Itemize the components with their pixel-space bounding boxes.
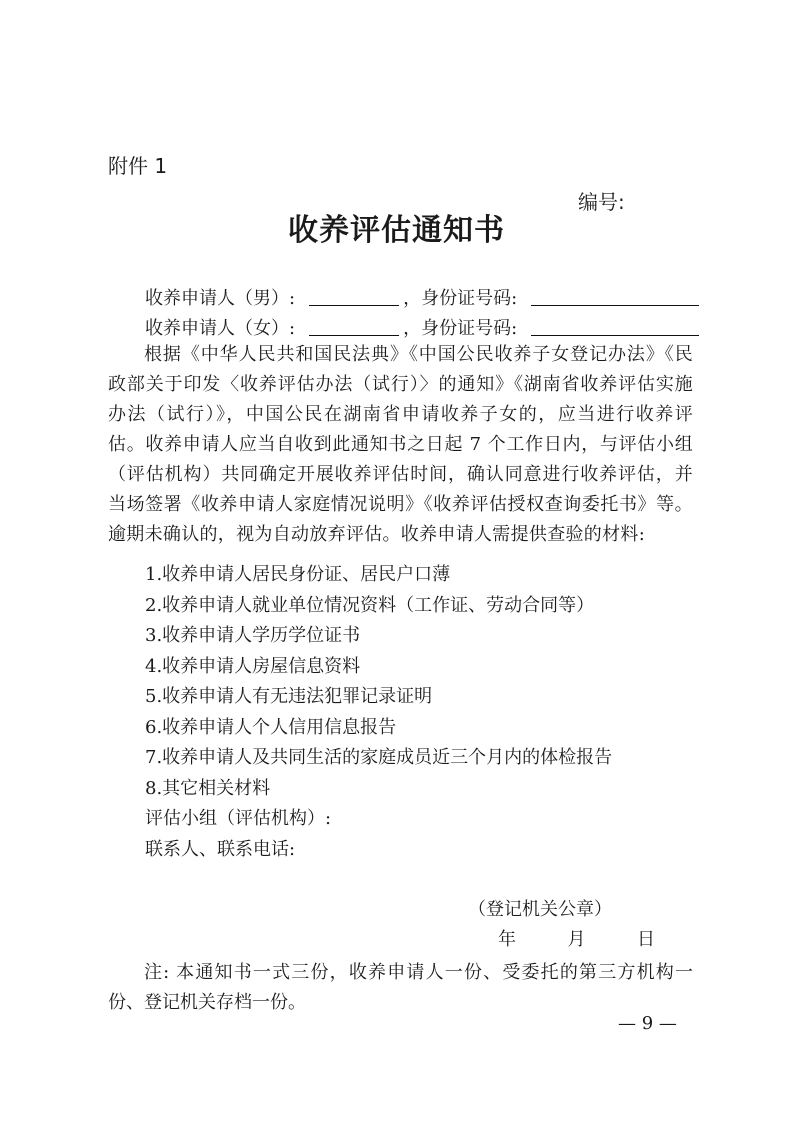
year-label: 年 xyxy=(498,929,516,950)
applicant-male-name-field[interactable] xyxy=(309,305,399,306)
evaluation-group-label: 评估小组（评估机构）: xyxy=(145,808,332,829)
page-number: — 9 — xyxy=(618,1013,677,1034)
page-title: 收养评估通知书 xyxy=(288,213,505,248)
applicant-male-id-field[interactable] xyxy=(531,305,699,306)
materials-list xyxy=(145,560,612,865)
applicant-female-name-field[interactable] xyxy=(309,335,399,336)
list-item: 7.收养申请人及共同生活的家庭成员近三个月内的体检报告 xyxy=(145,747,613,768)
applicant-male-row xyxy=(145,284,699,310)
list-item: 4.收养申请人房屋信息资料 xyxy=(145,655,361,677)
date-line xyxy=(498,925,655,951)
month-label: 月 xyxy=(567,929,586,950)
list-item: 8.其它相关材料 xyxy=(145,777,271,799)
list-item: 6.收养申请人个人信用信息报告 xyxy=(145,716,397,738)
official-seal-label: （登记机关公章） xyxy=(468,899,612,920)
attachment-label: 附件 1 xyxy=(108,154,168,178)
list-item: 1.收养申请人居民身份证、居民户口薄 xyxy=(145,564,451,585)
body-paragraph: 根据《中华人民共和国民法典》《中国公民收养子女登记办法》《民政部关于印发〈收养评估办法（试行）〉的通知》《湖南省收养评估实施办法（试行）》，中国公民在湖南省申请收养子女的，应当进行收养评估。收养申请人应当自收到此通知书之日起 7 个工作日内，与评估小组（评估机构）共同确定开展收养评估时间，确认同意进行收养评估，并当场签署《收养申请人家庭情况说明》《收养评估授权查询委托书》等。逾期未确认的，视为自动放弃评估。收养申请人需提供查验的材料: xyxy=(108,344,693,545)
applicant-female-id-field[interactable] xyxy=(531,335,699,336)
note-paragraph: 注: 本通知书一式三份，收养申请人一份、受委托的第三方机构一份、登记机关存档一份。 xyxy=(108,962,693,1013)
applicant-male-label: 收养申请人（男）: xyxy=(145,288,296,309)
contact-phone-label: 联系人、联系电话: xyxy=(145,838,296,860)
applicant-female-label: 收养申请人（女）: xyxy=(145,318,296,339)
list-item: 5.收养申请人有无违法犯罪记录证明 xyxy=(145,686,433,707)
day-label: 日 xyxy=(636,929,655,950)
document-number-label: 编号: xyxy=(578,190,625,214)
id-number-label: ，身份证号码: xyxy=(403,318,518,339)
list-item: 2.收养申请人就业单位情况资料（工作证、劳动合同等） xyxy=(145,594,595,616)
id-number-label: ，身份证号码: xyxy=(403,288,518,309)
list-item: 3.收养申请人学历学位证书 xyxy=(145,625,361,646)
applicant-female-row xyxy=(145,314,699,340)
